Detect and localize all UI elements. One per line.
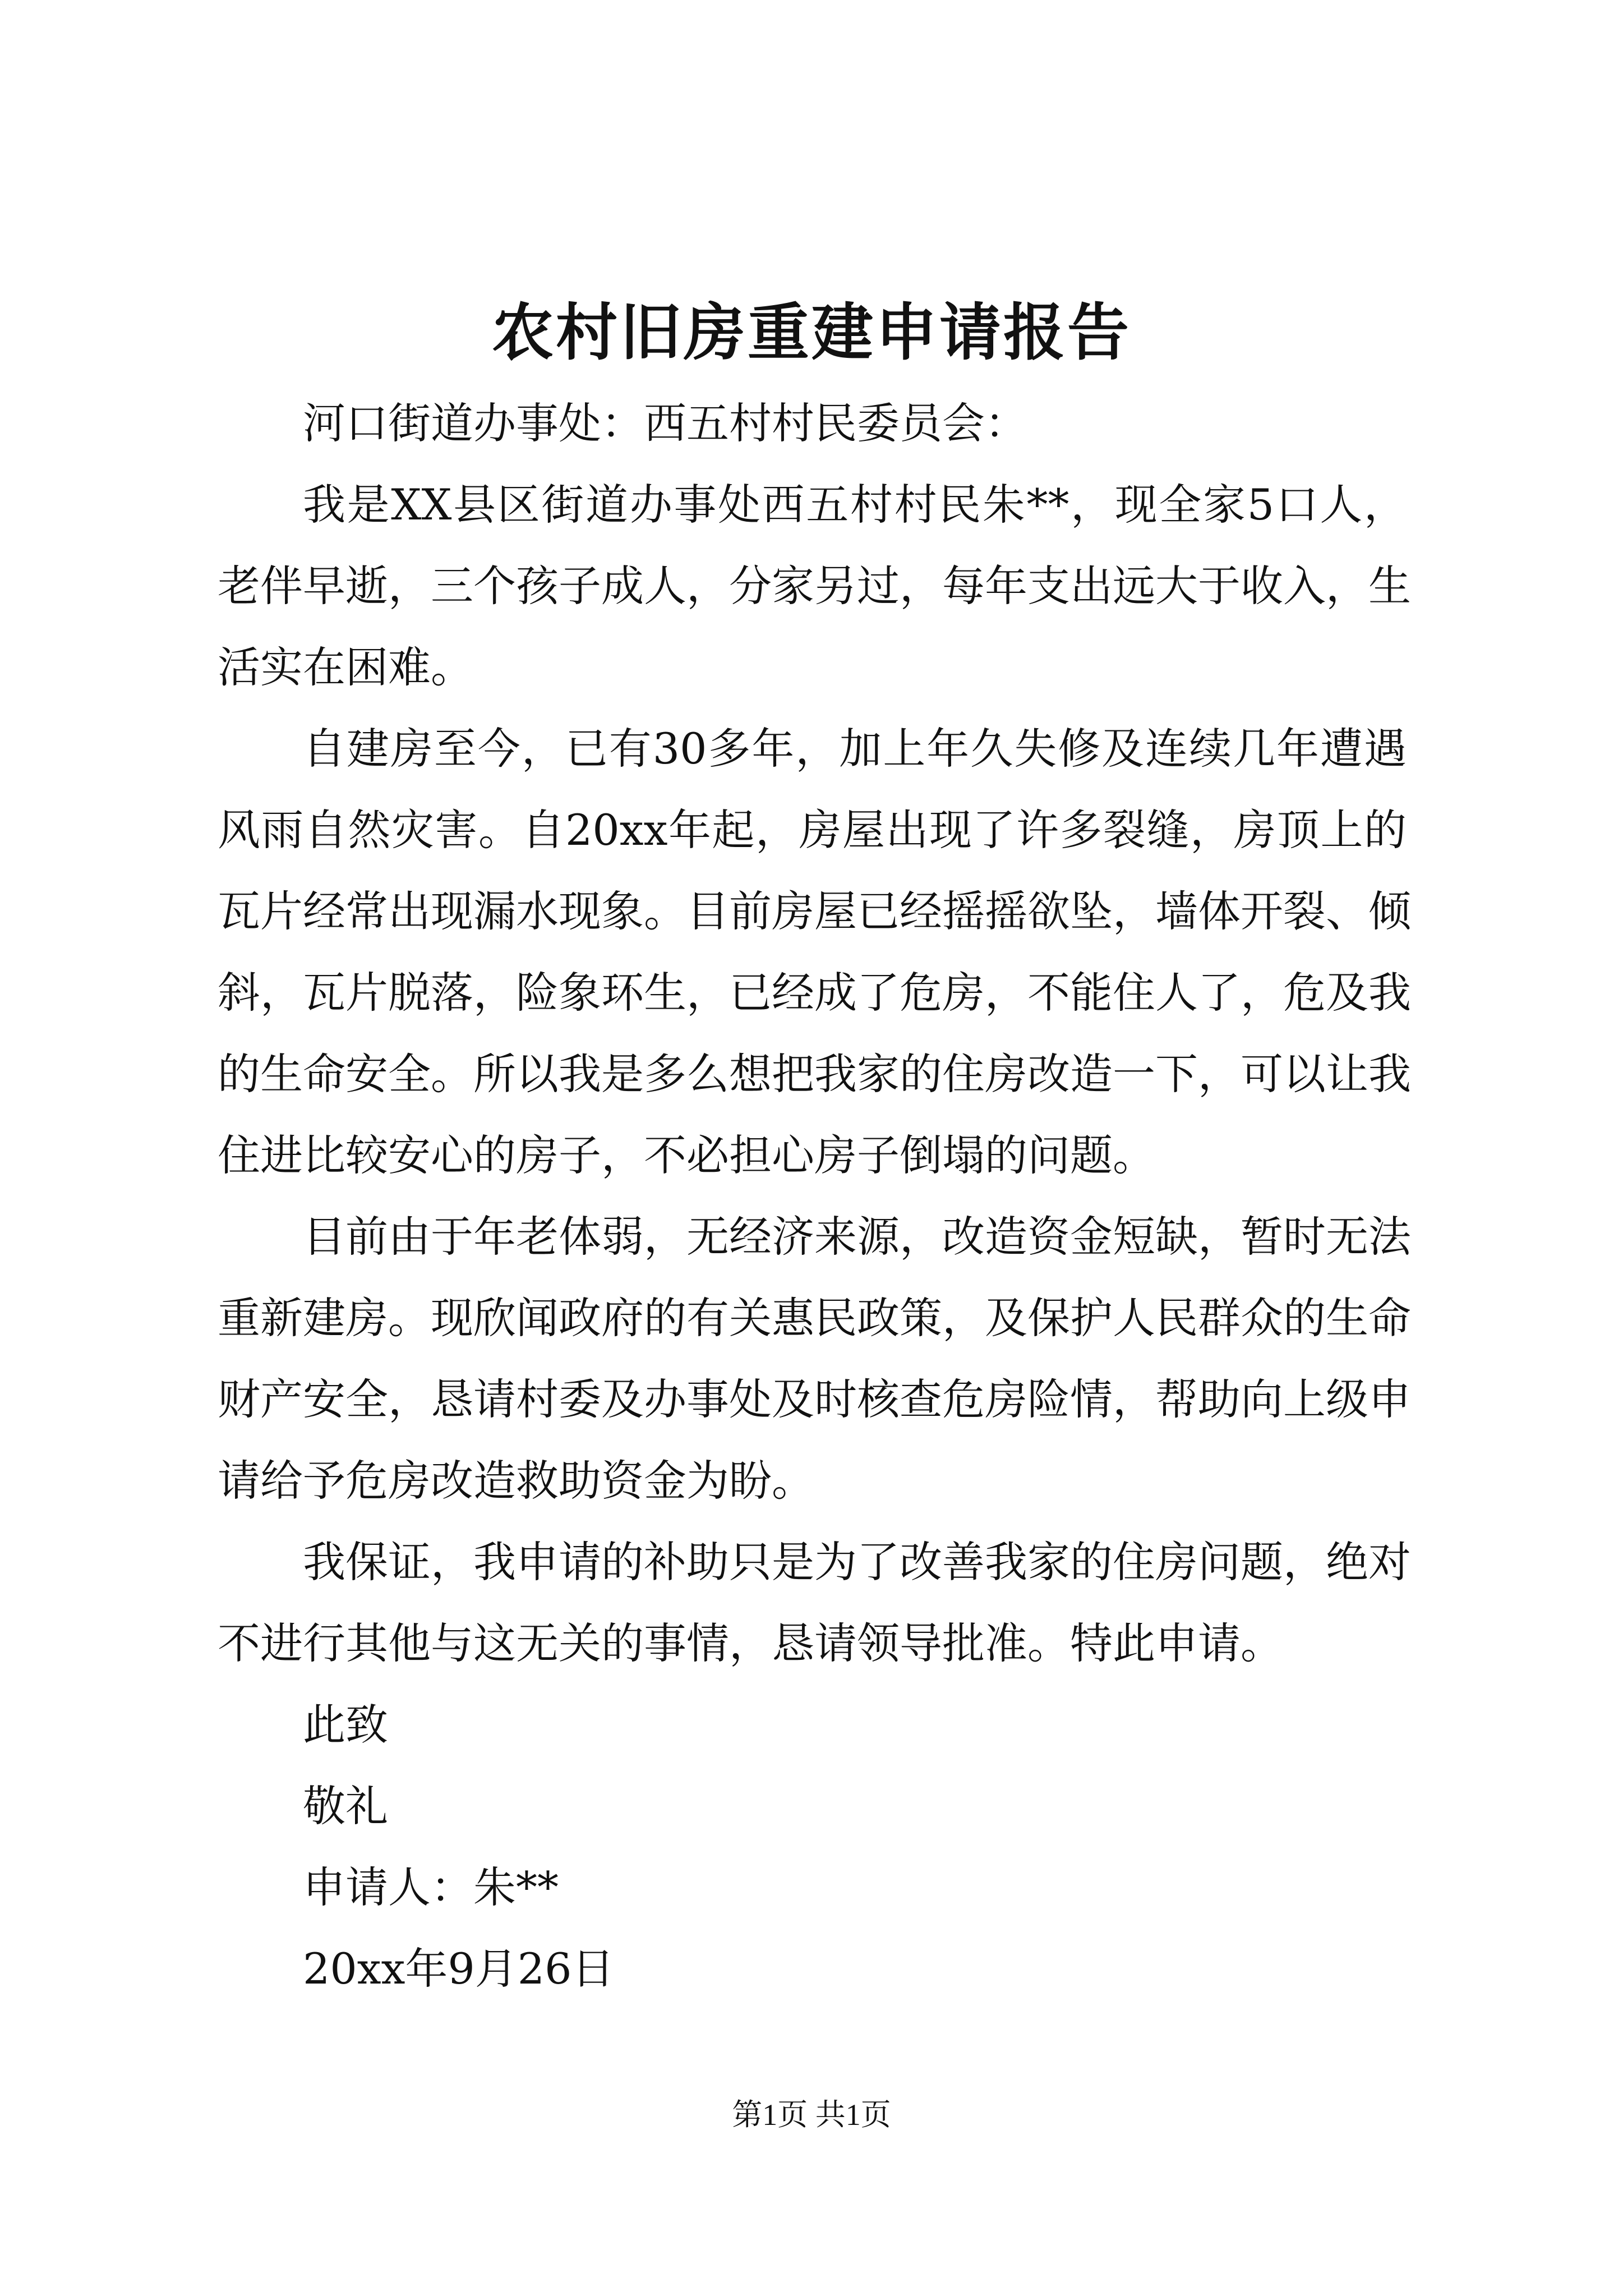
closing-cizhi: 此致	[303, 1700, 388, 1750]
paragraph-2-line-2: 风雨自然灾害。自20xx年起，房屋出现了许多裂缝，房顶上的	[218, 805, 1407, 855]
paragraph-2-line-3: 瓦片经常出现漏水现象。目前房屋已经摇摇欲坠，墙体开裂、倾	[218, 886, 1411, 936]
paragraph-2-line-6: 住进比较安心的房子，不必担心房子倒塌的问题。	[218, 1130, 1155, 1180]
paragraph-3-line-3: 财产安全，恳请村委及办事处及时核查危房险情，帮助向上级申	[218, 1374, 1411, 1424]
paragraph-2-line-1: 自建房至今，已有30多年，加上年久失修及连续几年遭遇	[303, 724, 1407, 774]
closing-jingli: 敬礼	[303, 1781, 388, 1831]
paragraph-4-line-1: 我保证，我申请的补助只是为了改善我家的住房问题，绝对	[303, 1537, 1411, 1587]
document-title: 农村旧房重建申请报告	[492, 296, 1131, 369]
paragraph-2-line-4: 斜，瓦片脱落，险象环生，已经成了危房，不能住人了，危及我	[218, 968, 1411, 1018]
paragraph-3-line-1: 目前由于年老体弱，无经济来源，改造资金短缺，暂时无法	[303, 1212, 1411, 1262]
paragraph-1-line-2: 老伴早逝，三个孩子成人，分家另过，每年支出远大于收入，生	[218, 561, 1411, 611]
salutation: 河口街道办事处：西五村村民委员会：	[303, 398, 1027, 448]
paragraph-1-line-3: 活实在困难。	[218, 642, 473, 692]
date: 20xx年9月26日	[303, 1944, 615, 1994]
applicant: 申请人：朱**	[303, 1862, 559, 1912]
paragraph-1-line-1: 我是XX县区街道办事处西五村村民朱**，现全家5口人，	[303, 480, 1407, 530]
paragraph-3-line-4: 请给予危房改造救助资金为盼。	[218, 1456, 814, 1506]
paragraph-3-line-2: 重新建房。现欣闻政府的有关惠民政策，及保护人民群众的生命	[218, 1293, 1411, 1343]
page-footer: 第1页 共1页	[732, 2098, 891, 2132]
paragraph-2-line-5: 的生命安全。所以我是多么想把我家的住房改造一下，可以让我	[218, 1049, 1411, 1099]
paragraph-4-line-2: 不进行其他与这无关的事情，恳请领导批准。特此申请。	[218, 1618, 1283, 1668]
